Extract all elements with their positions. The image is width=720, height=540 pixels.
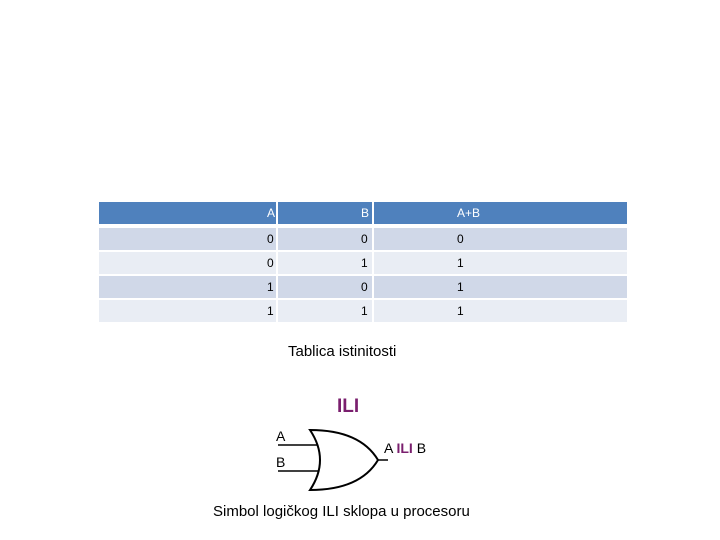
- or-gate-icon: [270, 425, 390, 495]
- table-cell: 1: [99, 274, 276, 298]
- output-left: A: [384, 440, 393, 456]
- table-row: [99, 250, 627, 274]
- output-right: B: [416, 440, 427, 456]
- table-row: [99, 298, 627, 322]
- gate-caption: Simbol logičkog ILI sklopa u procesoru: [213, 503, 470, 520]
- table-cell: 0: [99, 250, 276, 274]
- table-cell: 1: [276, 298, 372, 322]
- table-cell: 1: [372, 250, 627, 274]
- gate-title: ILI: [337, 396, 360, 417]
- table-caption: Tablica istinitosti: [288, 343, 397, 360]
- gate-input-b-label: B: [276, 454, 286, 470]
- table-cell: 0: [276, 226, 372, 250]
- output-operator: ILI: [396, 440, 413, 456]
- or-gate-body: [310, 430, 378, 490]
- table-cell: 1: [99, 298, 276, 322]
- table-row: [99, 226, 627, 250]
- table-header-cell: A+B: [372, 202, 627, 226]
- gate-input-a-label: A: [276, 428, 286, 444]
- table-cell: 0: [99, 226, 276, 250]
- table-cell: 0: [372, 226, 627, 250]
- gate-output-label: [384, 440, 426, 456]
- table-cell: 1: [372, 298, 627, 322]
- table-cell: 1: [276, 250, 372, 274]
- table-cell: 1: [372, 274, 627, 298]
- table-cell: 0: [276, 274, 372, 298]
- truth-table: [99, 202, 627, 322]
- table-header-cell: B: [276, 202, 372, 226]
- table-header-row: [99, 202, 627, 226]
- table-header-cell: A: [99, 202, 276, 226]
- table-row: [99, 274, 627, 298]
